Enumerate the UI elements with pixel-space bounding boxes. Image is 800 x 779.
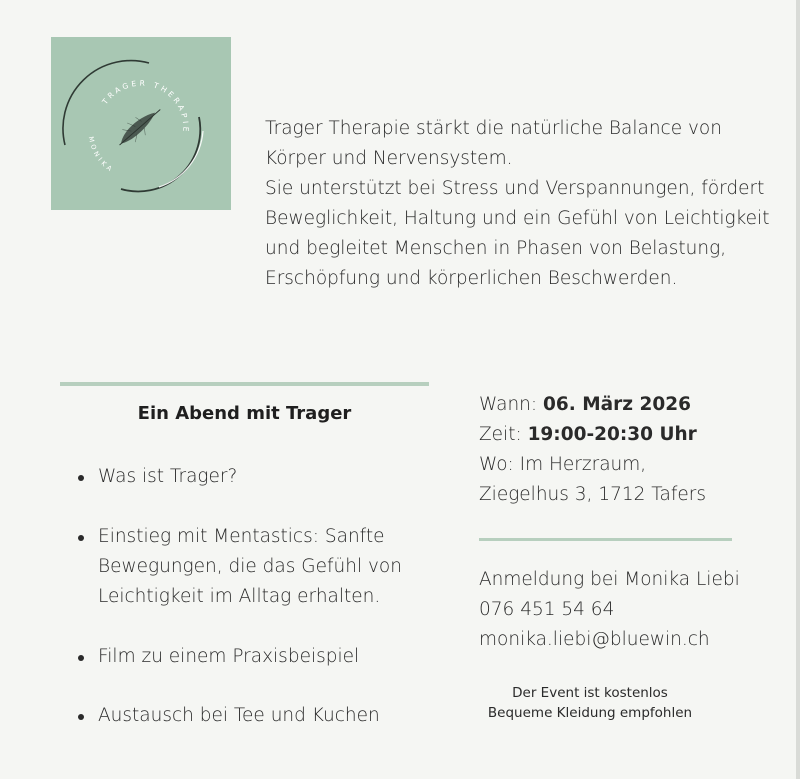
agenda-list (78, 462, 438, 761)
note-clothing: Bequeme Kleidung empfohlen (487, 705, 693, 721)
note-free: Der Event ist kostenlos (512, 685, 668, 701)
contact-email: monika.liebi@bluewin.ch (479, 629, 710, 650)
event-location-line-1: Wo: Im Herzraum, (479, 454, 647, 475)
time-value: 19:00-20:30 Uhr (527, 424, 697, 445)
event-time (479, 420, 706, 450)
divider-left (60, 382, 429, 386)
intro-paragraph-2: Sie unterstützt bei Stress und Verspannungen, fördert Beweglichkeit, Haltung und ein Gefühl von Leichtigkeit und begleitet Menschen in Phasen von Belastung, Erschöpfung und körperlichen Beschwerden. (265, 178, 770, 289)
event-info (479, 390, 706, 510)
agenda-item-exchange: Austausch bei Tee und Kuchen (78, 701, 438, 731)
date-value: 06. März 2026 (543, 394, 691, 415)
contact-block (479, 565, 740, 655)
event-location-line-2: Ziegelhus 3, 1712 Tafers (479, 484, 706, 505)
divider-right (479, 538, 732, 541)
date-label: Wann: (479, 394, 544, 415)
logo-arc-inner (159, 131, 203, 187)
logo-arc-person: MONIKA (86, 135, 116, 175)
intro-text (265, 114, 785, 294)
logo-graphic (51, 37, 231, 210)
agenda-item-what-is-trager: Was ist Trager? (78, 462, 438, 492)
logo (51, 37, 231, 210)
agenda-item-mentastics: Einstieg mit Mentastics: Sanfte Bewegungen, die das Gefühl von Leichtigkeit im Alltag erhalten. (78, 522, 438, 612)
intro-paragraph-1: Trager Therapie stärkt die natürliche Balance von Körper und Nervensystem. (265, 118, 722, 169)
logo-arc-title: TRAGER THERAPIE (100, 78, 191, 135)
contact-phone: 076 451 54 64 (479, 599, 615, 620)
time-label: Zeit: (479, 424, 528, 445)
event-title: Ein Abend mit Trager (137, 403, 352, 424)
contact-label: Anmeldung bei Monika Liebi (479, 569, 740, 590)
feather-icon (112, 101, 167, 152)
page-edge (796, 0, 800, 779)
event-date (479, 390, 706, 420)
agenda-item-film: Film zu einem Praxisbeispiel (78, 642, 438, 672)
event-notes (470, 683, 710, 723)
